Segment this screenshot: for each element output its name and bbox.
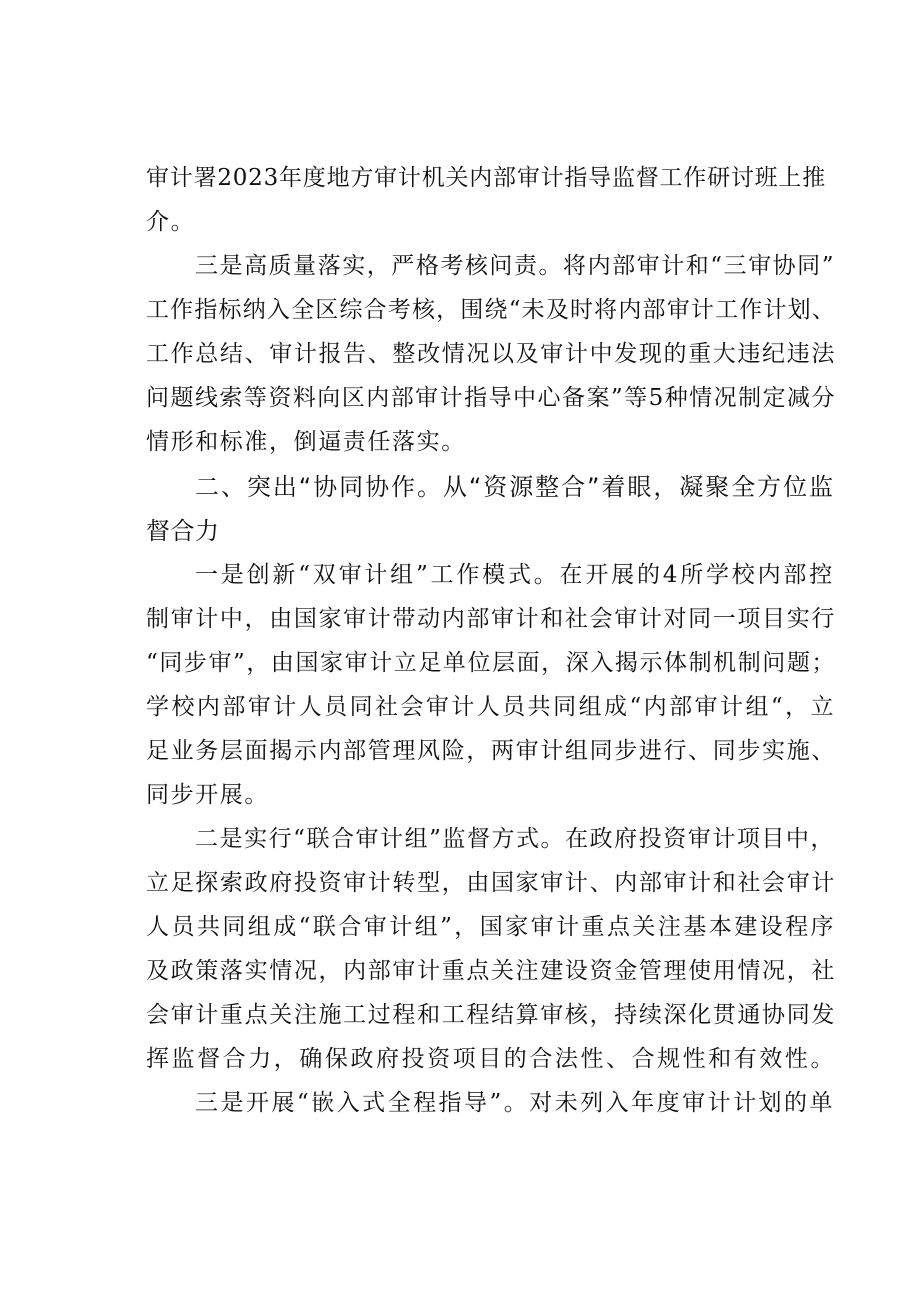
text-line: 及政策落实情况，内部审计重点关注建设资金管理使用情况，社 xyxy=(146,958,836,984)
text-line: 人员共同组成“联合审计组”，国家审计重点关注基本建设程序 xyxy=(146,914,836,940)
text-line: 三是开展“嵌入式全程指导”。对未列入年度审计计划的单 xyxy=(195,1090,835,1116)
text-line: 制审计中，由国家审计带动内部审计和社会审计对同一项目实行 xyxy=(146,606,836,632)
text-line: 一是创新“双审计组”工作模式。在开展的4所学校内部控 xyxy=(195,562,835,588)
text-line: 三是高质量落实，严格考核问责。将内部审计和“三审协同” xyxy=(195,253,835,279)
text-line: 工作指标纳入全区综合考核，围绕“未及时将内部审计工作计划、 xyxy=(146,297,836,323)
text-line: 问题线索等资料向区内部审计指导中心备案”等5种情况制定减分 xyxy=(146,385,836,411)
section-heading: 二、突出“协同协作。从“资源整合”着眼，凝聚全方位监 xyxy=(195,473,835,501)
text-line: 足业务层面揭示内部管理风险，两审计组同步进行、同步实施、 xyxy=(146,738,836,764)
text-line: 审计署2023年度地方审计机关内部审计指导监督工作研讨班上推 xyxy=(146,165,826,191)
text-line: 立足探索政府投资审计转型，由国家审计、内部审计和社会审计 xyxy=(146,870,836,896)
section-heading-cont: 督合力 xyxy=(146,517,220,545)
text-line: 会审计重点关注施工过程和工程结算审核，持续深化贯通协同发 xyxy=(146,1002,836,1028)
text-line: 学校内部审计人员同社会审计人员共同组成“内部审计组“，立 xyxy=(146,694,836,720)
text-line: 同步开展。 xyxy=(146,782,269,808)
text-line: 二是实行“联合审计组”监督方式。在政府投资审计项目中， xyxy=(195,826,835,852)
text-line: 挥监督合力，确保政府投资项目的合法性、合规性和有效性。 xyxy=(146,1046,836,1072)
text-line: 工作总结、审计报告、整改情况以及审计中发现的重大违纪违法 xyxy=(146,341,836,367)
text-line: 情形和标准，倒逼责任落实。 xyxy=(146,429,466,455)
text-line: “同步审”，由国家审计立足单位层面，深入揭示体制机制问题； xyxy=(146,650,836,676)
text-line: 介。 xyxy=(146,209,196,235)
